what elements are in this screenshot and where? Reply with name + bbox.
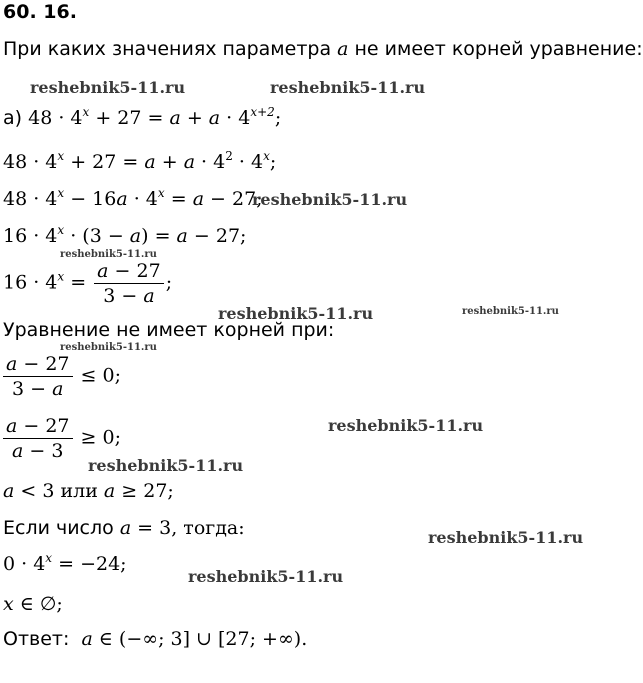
problem-number: 60. 16. [3, 1, 77, 23]
eq2-part: · 4 [195, 151, 226, 173]
watermark: reshebnik5-11.ru [60, 249, 157, 260]
eq2-part: + [155, 151, 184, 173]
var: a [81, 628, 93, 650]
fraction-1 [94, 259, 164, 308]
semicolon: ; [165, 271, 173, 294]
var: a [143, 285, 155, 307]
fraction-2-den [3, 377, 73, 401]
frac-part: − 27 [17, 415, 70, 437]
exp: x [57, 149, 65, 163]
var: a [12, 440, 24, 462]
frac-part: − 27 [17, 353, 70, 375]
fraction-3-den [3, 439, 73, 463]
eq1-term1: 48 · 4 [28, 107, 83, 129]
eq5-part: = [64, 271, 93, 294]
eq3-part: · 4 [127, 188, 158, 210]
watermark: reshebnik5-11.ru [328, 416, 484, 435]
fraction-3-num [3, 414, 73, 439]
eq2-term1: 48 · 4 [3, 151, 58, 173]
eq4-part: 16 · 4 [3, 225, 58, 247]
var: a [6, 415, 18, 437]
fraction-3 [3, 414, 73, 463]
equation-line-5 [3, 259, 172, 308]
equation-line-1 [3, 106, 281, 130]
watermark: reshebnik5-11.ru [188, 567, 344, 586]
eq4-part: ) = [141, 225, 177, 247]
eq3-part: − 27; [204, 188, 263, 210]
empty-set-line [3, 592, 63, 616]
exp: x [57, 269, 65, 284]
watermark: reshebnik5-11.ru [428, 528, 584, 547]
var: a [119, 517, 132, 539]
part-label: а) [3, 107, 23, 129]
question-var: a [337, 38, 349, 60]
question-text [3, 37, 643, 61]
eq-part: 0 · 4 [3, 553, 46, 575]
if-line [3, 516, 245, 540]
question-suffix: не имеет корней уравнение: [348, 38, 643, 60]
fraction-2-num [3, 352, 73, 377]
answer-label: Ответ: [3, 628, 70, 650]
eq3-part: − 16 [64, 188, 117, 210]
exp: x [263, 149, 270, 163]
exp: x+2 [250, 105, 275, 119]
var: x [3, 593, 14, 615]
var: a [183, 151, 196, 173]
frac-part: 3 − [12, 378, 53, 400]
equation-zero [3, 552, 127, 576]
var: a [116, 188, 128, 210]
eq1-part: + [180, 107, 209, 129]
exp: 2 [225, 149, 233, 163]
exp: x [45, 551, 53, 565]
if-part: = 3, тогда: [131, 517, 245, 539]
var: a [169, 107, 181, 129]
var: a [6, 353, 18, 375]
var: a [144, 151, 156, 173]
watermark: reshebnik5-11.ru [60, 342, 157, 353]
watermark: reshebnik5-11.ru [30, 78, 186, 97]
var: a [52, 378, 64, 400]
equation-line-4 [3, 224, 246, 248]
watermark: reshebnik5-11.ru [88, 456, 244, 475]
watermark: reshebnik5-11.ru [270, 78, 426, 97]
eq-part: = −24; [52, 553, 127, 575]
exp: x [57, 186, 65, 200]
rel: ≤ 0; [74, 364, 122, 387]
empty-part: ∈ ∅; [13, 593, 63, 615]
rel: ≥ 0; [74, 426, 122, 449]
watermark: reshebnik5-11.ru [252, 190, 408, 209]
inequality-1 [3, 352, 121, 401]
exp: x [157, 186, 165, 200]
equation-line-3 [3, 187, 263, 211]
eq2-part: + 27 = [64, 151, 145, 173]
var: a [97, 260, 109, 282]
answer-value: ∈ (−∞; 3] ∪ [27; +∞). [92, 628, 308, 650]
eq4-part: − 27; [187, 225, 247, 247]
answer-line [3, 627, 307, 651]
if-part: Если число [3, 517, 120, 539]
var: a [103, 480, 116, 502]
eq5-part: 16 · 4 [3, 271, 58, 294]
eq4-part: · (3 − [64, 225, 130, 247]
condition-line [3, 479, 174, 503]
var: a [192, 188, 205, 210]
semicolon: ; [274, 107, 282, 129]
question-prefix: При каких значениях параметра [3, 38, 338, 60]
semicolon: ; [269, 151, 277, 173]
frac-part: − 27 [108, 260, 161, 282]
eq3-part: 48 · 4 [3, 188, 58, 210]
frac-part: − 3 [23, 440, 64, 462]
no-roots-text: Уравнение не имеет корней при: [3, 319, 335, 341]
exp: x [57, 223, 65, 237]
eq1-part: + 27 = [89, 107, 170, 129]
var: a [208, 107, 221, 129]
eq2-part: · 4 [232, 151, 264, 173]
watermark: reshebnik5-11.ru [462, 306, 559, 317]
fraction-1-den [94, 284, 164, 308]
var: a [176, 225, 188, 247]
cond-part: < 3 или [14, 480, 104, 502]
fraction-2 [3, 352, 73, 401]
equation-line-2 [3, 150, 276, 174]
watermark: reshebnik5-11.ru [218, 304, 374, 323]
eq3-part: = [164, 188, 193, 210]
eq1-part: · 4 [220, 107, 251, 129]
var: a [3, 480, 15, 502]
frac-part: 3 − [103, 285, 144, 307]
cond-part: ≥ 27; [115, 480, 174, 502]
exp: x [82, 105, 90, 119]
fraction-1-num [94, 259, 164, 284]
var: a [129, 225, 142, 247]
